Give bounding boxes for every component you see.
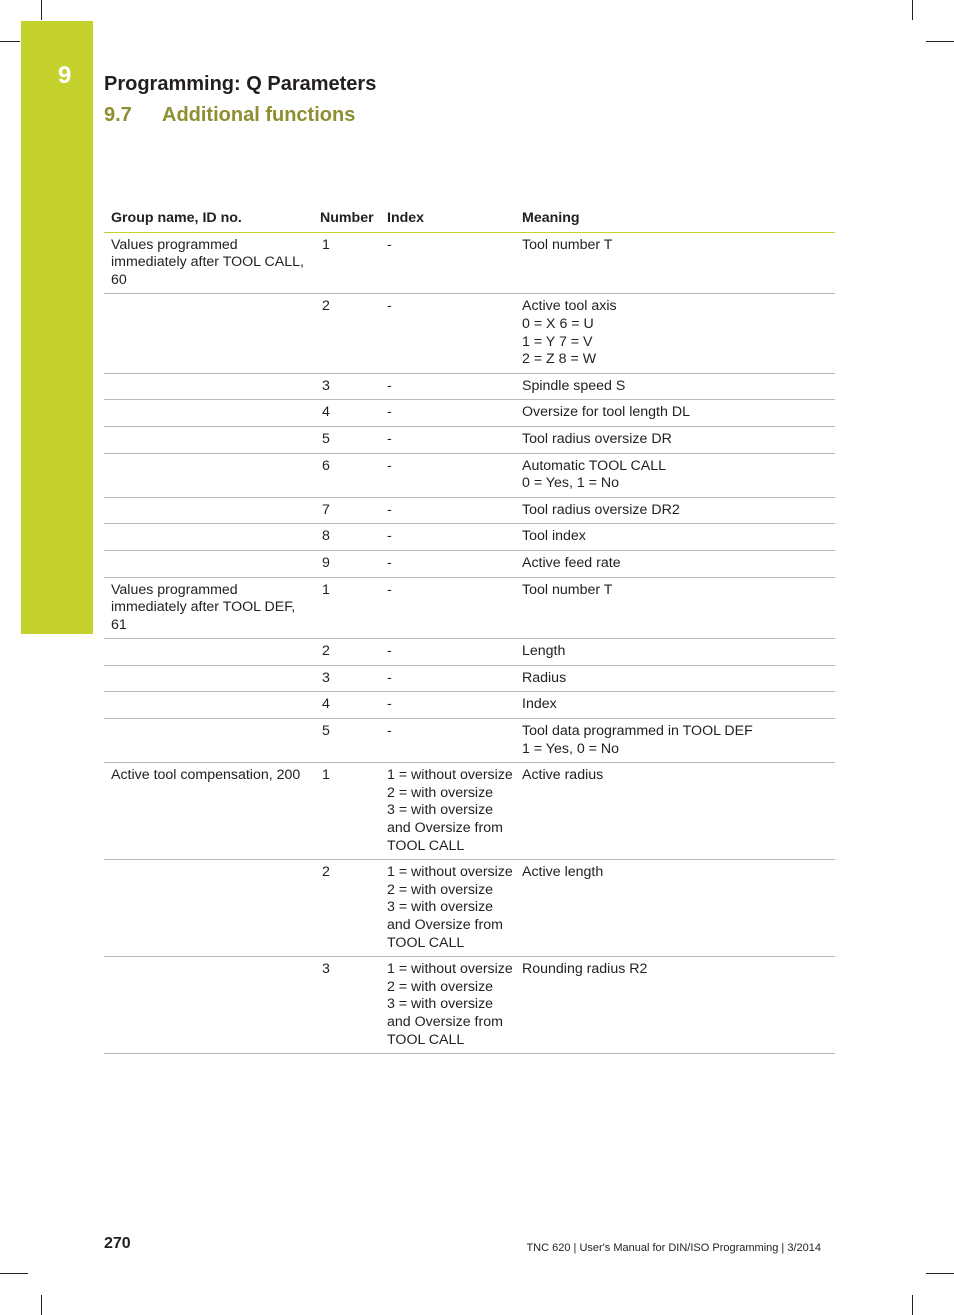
table-row [104, 497, 835, 524]
table-row [104, 577, 835, 639]
footer-text: TNC 620 | User's Manual for DIN/ISO Programming | 3/2014 [526, 1242, 821, 1254]
meaning-line: 1 = Y 7 = V [522, 333, 593, 350]
meaning-line: 1 = Yes, 0 = No [522, 740, 620, 757]
cell-meaning [521, 497, 835, 524]
index-line: - [387, 236, 392, 253]
cell-meaning [521, 524, 835, 551]
cell-index [386, 373, 521, 400]
cell-index [386, 639, 521, 666]
chapter-number: 9 [58, 62, 72, 89]
meaning-line: Tool radius oversize DR [522, 430, 672, 447]
cell-group [104, 860, 313, 957]
cell-number: 2 [313, 639, 386, 666]
cell-index [386, 763, 521, 860]
cell-index [386, 665, 521, 692]
cell-meaning [521, 426, 835, 453]
crop-mark [912, 0, 913, 20]
index-line: - [387, 581, 392, 598]
index-line: 2 = with oversize [387, 784, 494, 801]
section-title: Additional functions [162, 104, 356, 126]
meaning-line: Active tool axis [522, 298, 617, 315]
cell-number: 1 [313, 577, 386, 639]
meaning-line: Active radius [522, 767, 604, 784]
cell-group [104, 957, 313, 1054]
table-row [104, 665, 835, 692]
cell-number: 5 [313, 426, 386, 453]
index-line: 3 = with oversize and Oversize from TOOL CALL [387, 996, 503, 1048]
table-row [104, 957, 835, 1054]
cell-index [386, 719, 521, 763]
crop-mark [926, 41, 954, 42]
table-row [104, 639, 835, 666]
cell-meaning [521, 957, 835, 1054]
index-line: 3 = with oversize and Oversize from TOOL CALL [387, 899, 503, 951]
crop-mark [0, 1273, 28, 1274]
crop-mark [926, 1273, 954, 1274]
table-row [104, 426, 835, 453]
crop-mark [0, 41, 20, 42]
cell-index [386, 453, 521, 497]
cell-meaning [521, 294, 835, 373]
cell-number: 6 [313, 453, 386, 497]
cell-index [386, 524, 521, 551]
index-line: - [387, 643, 392, 660]
cell-group [104, 373, 313, 400]
chapter-title: Programming: Q Parameters [104, 73, 377, 95]
cell-index [386, 232, 521, 294]
index-line: 1 = without oversize [387, 961, 513, 978]
index-line: 2 = with oversize [387, 978, 494, 995]
meaning-line: Index [522, 696, 557, 713]
table-row [104, 232, 835, 294]
cell-number: 9 [313, 550, 386, 577]
crop-mark [912, 1295, 913, 1315]
cell-group [104, 453, 313, 497]
index-line: - [387, 457, 392, 474]
table-row [104, 719, 835, 763]
cell-group [104, 550, 313, 577]
cell-number: 1 [313, 232, 386, 294]
cell-index [386, 550, 521, 577]
header-number: Number [313, 208, 386, 232]
cell-meaning [521, 692, 835, 719]
table-row [104, 763, 835, 860]
cell-meaning [521, 400, 835, 427]
table-header-row [104, 208, 835, 232]
cell-meaning [521, 763, 835, 860]
cell-group: Values programmed immediately after TOOL CALL, 60 [104, 232, 313, 294]
meaning-line: 0 = X 6 = U [522, 315, 594, 332]
cell-group [104, 426, 313, 453]
cell-meaning [521, 860, 835, 957]
cell-group [104, 400, 313, 427]
meaning-line: 2 = Z 8 = W [522, 351, 597, 368]
index-line: 1 = without oversize [387, 864, 513, 881]
section-number: 9.7 [104, 104, 132, 126]
cell-group [104, 719, 313, 763]
table-row [104, 550, 835, 577]
cell-index [386, 426, 521, 453]
cell-index [386, 692, 521, 719]
cell-index [386, 860, 521, 957]
cell-index [386, 577, 521, 639]
cell-meaning [521, 453, 835, 497]
meaning-line: Active feed rate [522, 554, 621, 571]
cell-meaning [521, 577, 835, 639]
cell-group [104, 524, 313, 551]
cell-number: 7 [313, 497, 386, 524]
meaning-line: Tool data programmed in TOOL DEF [522, 723, 753, 740]
cell-index [386, 957, 521, 1054]
cell-number: 1 [313, 763, 386, 860]
cell-number: 5 [313, 719, 386, 763]
cell-meaning [521, 639, 835, 666]
table-row [104, 373, 835, 400]
index-line: 1 = without oversize [387, 767, 513, 784]
cell-group: Active tool compensation, 200 [104, 763, 313, 860]
index-line: - [387, 723, 392, 740]
index-line: - [387, 377, 392, 394]
cell-index [386, 400, 521, 427]
cell-group [104, 294, 313, 373]
cell-index [386, 294, 521, 373]
index-line: - [387, 298, 392, 315]
index-line: - [387, 501, 392, 518]
cell-number: 2 [313, 860, 386, 957]
cell-group [104, 639, 313, 666]
cell-meaning [521, 232, 835, 294]
table-row [104, 692, 835, 719]
crop-mark [41, 0, 42, 20]
table-row [104, 400, 835, 427]
header-meaning: Meaning [521, 208, 835, 232]
meaning-line: Oversize for tool length DL [522, 404, 690, 421]
cell-index [386, 497, 521, 524]
q-parameter-table [104, 208, 835, 1054]
index-line: 3 = with oversize and Oversize from TOOL CALL [387, 802, 503, 854]
chapter-side-tab [21, 21, 93, 634]
meaning-line: Radius [522, 669, 567, 686]
index-line: - [387, 669, 392, 686]
cell-number: 4 [313, 400, 386, 427]
index-line: - [387, 528, 392, 545]
cell-meaning [521, 719, 835, 763]
meaning-line: Tool index [522, 528, 586, 545]
cell-group: Values programmed immediately after TOOL DEF, 61 [104, 577, 313, 639]
cell-meaning [521, 665, 835, 692]
cell-number: 3 [313, 665, 386, 692]
cell-number: 3 [313, 373, 386, 400]
header-group: Group name, ID no. [104, 208, 313, 232]
table-row [104, 453, 835, 497]
cell-group [104, 665, 313, 692]
index-line: - [387, 696, 392, 713]
cell-meaning [521, 373, 835, 400]
meaning-line: Spindle speed S [522, 377, 626, 394]
cell-number: 8 [313, 524, 386, 551]
cell-number: 4 [313, 692, 386, 719]
table-row [104, 294, 835, 373]
crop-mark [41, 1295, 42, 1315]
meaning-line: Tool number T [522, 581, 613, 598]
meaning-line: Tool number T [522, 236, 613, 253]
table-row [104, 860, 835, 957]
table-row [104, 524, 835, 551]
meaning-line: Rounding radius R2 [522, 961, 648, 978]
meaning-line: Active length [522, 864, 604, 881]
page-number: 270 [104, 1235, 131, 1252]
index-line: - [387, 430, 392, 447]
meaning-line: Tool radius oversize DR2 [522, 501, 680, 518]
cell-number: 2 [313, 294, 386, 373]
cell-group [104, 692, 313, 719]
meaning-line: Length [522, 643, 566, 660]
index-line: - [387, 554, 392, 571]
index-line: - [387, 404, 392, 421]
meaning-line: 0 = Yes, 1 = No [522, 475, 620, 492]
cell-meaning [521, 550, 835, 577]
cell-group [104, 497, 313, 524]
header-index: Index [386, 208, 521, 232]
index-line: 2 = with oversize [387, 881, 494, 898]
cell-number: 3 [313, 957, 386, 1054]
meaning-line: Automatic TOOL CALL [522, 457, 667, 474]
